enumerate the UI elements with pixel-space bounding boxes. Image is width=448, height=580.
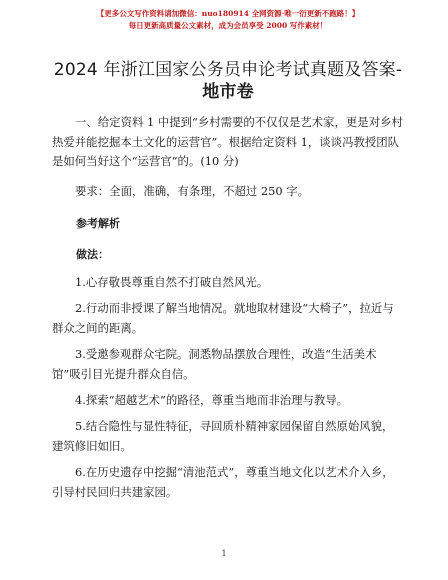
method-label: 做法：: [76, 247, 109, 261]
answer-item-1: 1.心存敬畏尊重自然不打破自然风光。: [75, 274, 269, 289]
promo-line-1: 【更多公文写作资料请加微信：nuo180914 全网资源·唯一衍更新不跑路！】: [96, 9, 360, 18]
answer-item-6: 6.在历史遗存中挖掘“清池范式”，尊重当地文化以艺术介入乡，引导村民回归共建家园。: [52, 464, 394, 499]
question-text: 一、给定资料 1 中提到“乡村需要的不仅仅是艺术家，更是对乡村热爱并能挖掘本土文化的运营官”。根据给定资料 1，谈谈冯教授团队是如何当好这个“运营官”的。(10 分): [52, 115, 403, 168]
requirement-text: 要求：全面，准确，有条理，不超过 250 字。: [75, 183, 310, 198]
reference-label: 参考解析: [76, 216, 120, 230]
document-title-line-2: 地市卷: [202, 82, 254, 102]
answer-item-4: 4.探索“超越艺术”的路径，尊重当地而非治理与教导。: [75, 392, 349, 407]
promo-line-2: 每日更新高质量公文素材，成为会员享受 2000 写作素材！: [128, 21, 328, 30]
document-title-line-1: 2024 年浙江国家公务员申论考试真题及答案-: [53, 60, 403, 80]
answer-item-2: 2.行动而非授课了解当地情况。就地取材建设“大椅子”，拉近与群众之间的距离。: [52, 300, 394, 335]
answer-item-3: 3.受邀参观群众宅院。洞悉物品摆放合理性，改造“生活美术馆”吸引目光提升群众自信。: [52, 346, 377, 381]
answer-item-5: 5.结合隐性与显性特征，寻回质朴精神家园保留自然原始风貌，建筑修旧如旧。: [52, 418, 394, 453]
page-number: 1: [221, 549, 227, 558]
